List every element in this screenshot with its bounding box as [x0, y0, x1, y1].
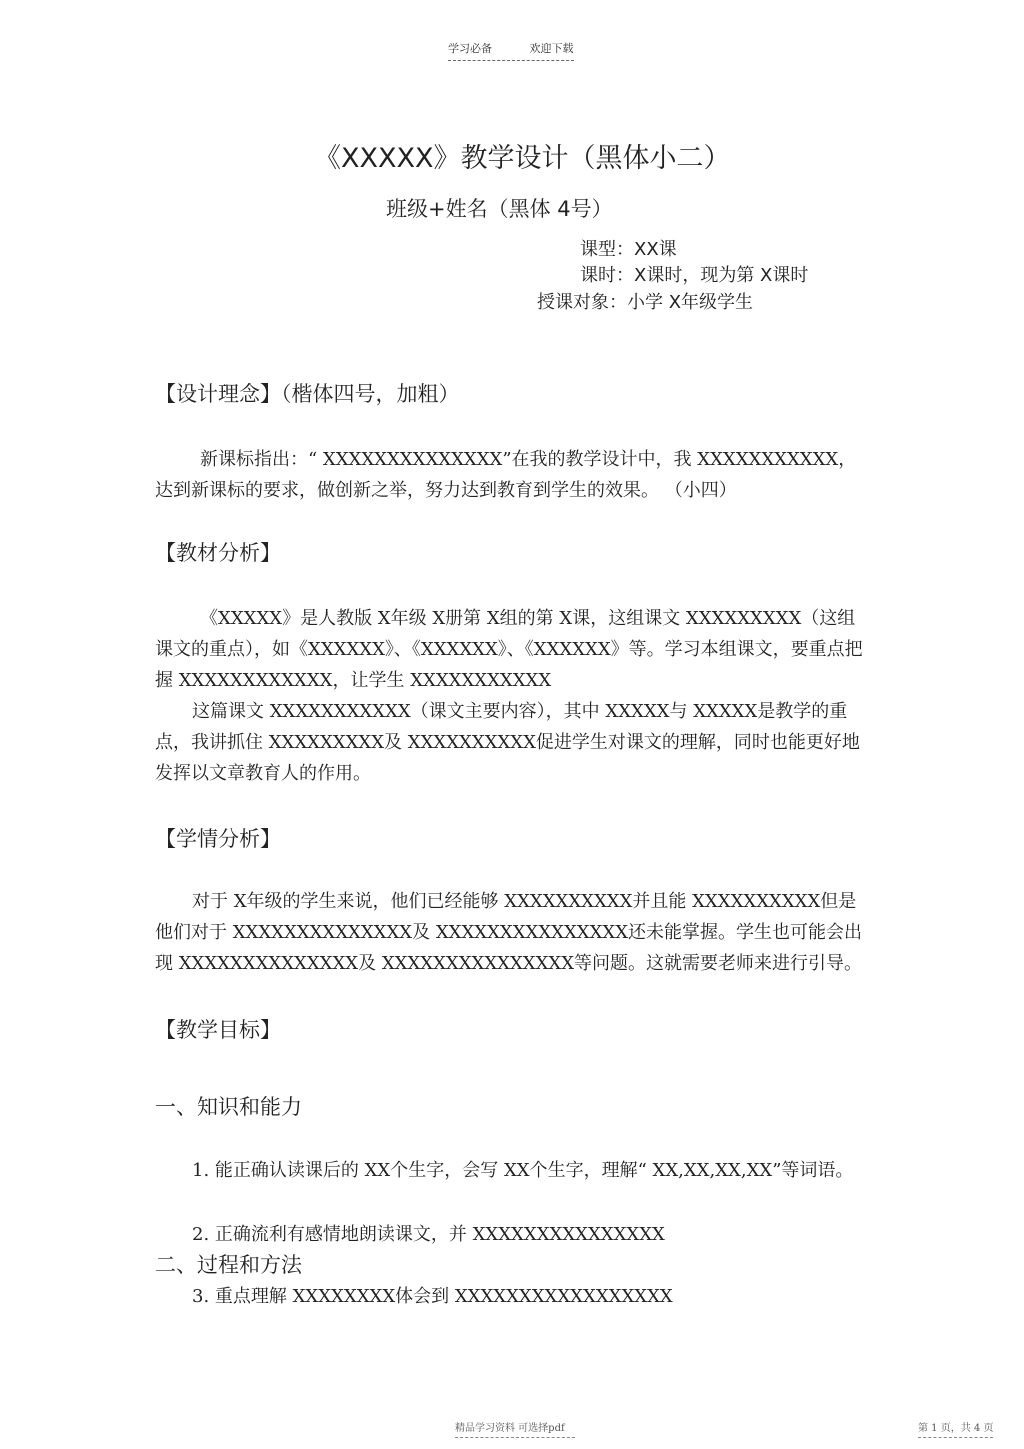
- page-header: [448, 40, 574, 56]
- students-text: 对于 X年级的学生来说，他们已经能够 XXXXXXXXXX并且能 XXXXXXXXXX但是他们对于 XXXXXXXXXXXXXX及 XXXXXXXXXXXXXXX还未能掌握。学生也可能会出现 XXXXXXXXXXXXXX及 XXXXXXXXXXXXXXX等问题。这就需要老师来进行引导。: [155, 891, 863, 974]
- lesson-type: 课型：XX课: [580, 239, 677, 260]
- goal-item-1-block: [155, 1155, 870, 1186]
- goal-subheading-process: 二、过程和方法: [155, 1253, 302, 1277]
- material-text-2: 这篇课文 XXXXXXXXXXX（课文主要内容），其中 XXXXX与 XXXXX是教学的重点，我讲抓住 XXXXXXXXX及 XXXXXXXXXX促进学生对课文的理解，同时也能更好地发挥以文章教育人的作用。: [155, 701, 860, 784]
- footer-right-divider: [918, 1437, 993, 1438]
- goal-item-2: 2. 正确流利有感情地朗读课文，并 XXXXXXXXXXXXXXX: [192, 1224, 665, 1245]
- footer-left-text: 精品学习资料 可选择pdf: [455, 1423, 565, 1434]
- lesson-hours: 课时：X课时，现为第 X课时: [580, 265, 809, 286]
- goal-item-1: 1. 能正确认读课后的 XX个生字，会写 XX个生字，理解“ XX,XX,XX,XX”等词语。: [192, 1160, 854, 1181]
- concept-text: 新课标指出：“ XXXXXXXXXXXXXX”在我的教学设计中，我 XXXXXXXXXXX，达到新课标的要求，做创新之举，努力达到教育到学生的效果。 （小四）: [155, 449, 857, 501]
- students-paragraph: [155, 886, 870, 979]
- header-divider: [448, 60, 574, 61]
- footer-page-number: 第 1 页，共 4 页: [918, 1423, 994, 1434]
- goal-item-3: 3. 重点理解 XXXXXXXX体会到 XXXXXXXXXXXXXXXXX: [192, 1286, 673, 1307]
- lesson-audience: 授课对象：小学 X年级学生: [537, 292, 754, 313]
- section-heading-goals: 【教学目标】: [155, 1018, 281, 1042]
- page-title: 《XXXXX》教学设计（黑体小二）: [314, 143, 731, 174]
- section-heading-students: 【学情分析】: [155, 827, 281, 851]
- material-text-1: 《XXXXX》是人教版 X年级 X册第 X组的第 X课，这组课文 XXXXXXXXX（这组课文的重点），如《XXXXXX》、《XXXXXX》、《XXXXXX》等。学习本组课文，要重点把握 XXXXXXXXXXXX，让学生 XXXXXXXXXXX: [155, 608, 863, 691]
- header-right-text: 欢迎下载: [529, 42, 574, 55]
- goal-subheading-knowledge: 一、知识和能力: [155, 1095, 302, 1119]
- section-heading-concept: 【设计理念】（楷体四号，加粗）: [155, 382, 460, 406]
- header-left-text: 学习必备: [448, 42, 492, 55]
- footer-left-divider: [455, 1437, 575, 1438]
- section-heading-material: 【教材分析】: [155, 541, 281, 565]
- page-subtitle: 班级+姓名（黑体 4号）: [386, 197, 613, 221]
- concept-paragraph: [155, 444, 870, 506]
- material-paragraphs: [155, 603, 870, 789]
